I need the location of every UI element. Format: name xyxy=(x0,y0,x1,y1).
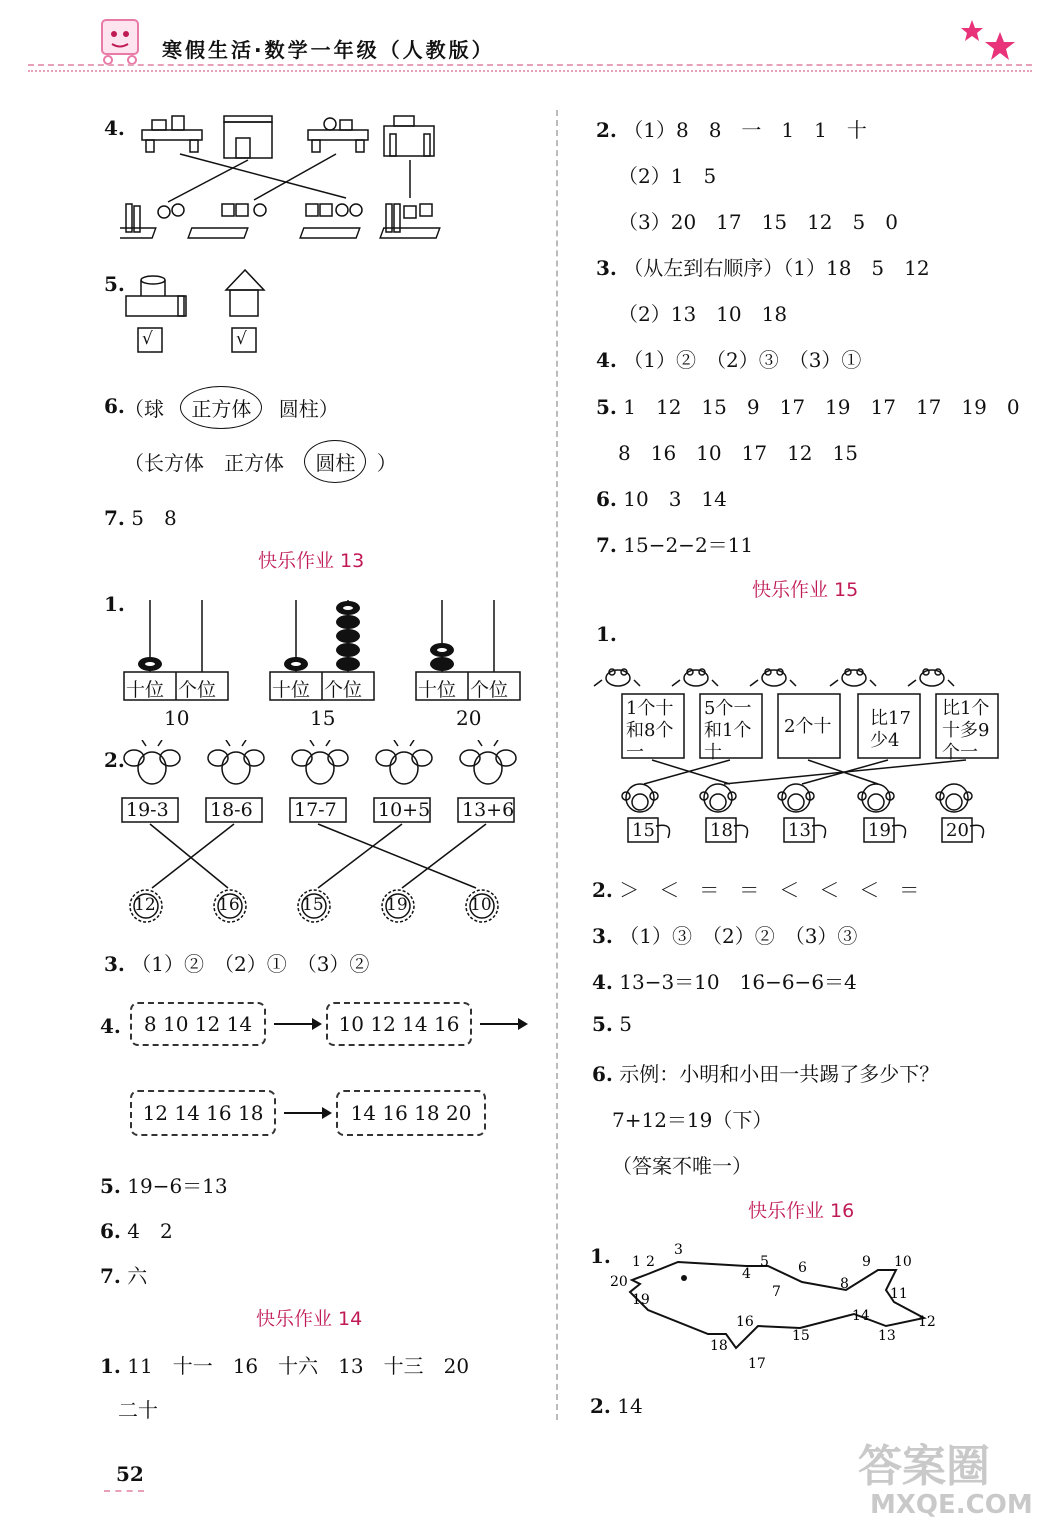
arrow-icon xyxy=(272,1014,322,1034)
q6-line2-close: ） xyxy=(376,451,397,475)
expr-5: 13+6 xyxy=(462,799,515,821)
dolphin-dot-figure xyxy=(600,1236,950,1376)
flower-answer-4: 19 xyxy=(386,895,408,915)
svg-text:15: 15 xyxy=(792,1328,810,1344)
svg-text:19: 19 xyxy=(632,1292,650,1308)
abacus-3-tens-label: 十位 xyxy=(418,679,457,701)
flower-answer-3: 15 xyxy=(302,895,324,915)
q6-line2-circled: 圆柱 xyxy=(304,440,366,483)
card-1 xyxy=(626,698,673,764)
svg-text:12: 12 xyxy=(918,1314,936,1330)
page-number: 52 xyxy=(116,1462,144,1486)
r-q2-number: 2. xyxy=(596,118,617,142)
card-3-line: 2个十 xyxy=(784,716,832,737)
monkey-number-4: 19 xyxy=(868,820,891,841)
card-1-line: 一 xyxy=(626,742,644,763)
footer-divider xyxy=(104,1490,144,1492)
hw15-q6-number: 6. xyxy=(592,1062,613,1086)
svg-text:16: 16 xyxy=(736,1314,754,1330)
svg-text:13: 13 xyxy=(878,1328,896,1344)
q7-number: 7. xyxy=(104,506,125,530)
q5-number: 5. xyxy=(104,272,125,296)
svg-text:9: 9 xyxy=(862,1254,871,1270)
card-2-line: 十 xyxy=(704,742,722,763)
hw13-q6-number: 6. xyxy=(100,1219,121,1243)
hw15-q4-number: 4. xyxy=(592,970,613,994)
monkey-number-1: 15 xyxy=(632,820,655,841)
monkey-number-3: 13 xyxy=(788,820,811,841)
svg-text:14: 14 xyxy=(852,1308,870,1324)
sequence-box-3: 12 14 16 18 xyxy=(130,1090,276,1136)
q6-line1 xyxy=(124,386,339,429)
svg-text:20: 20 xyxy=(610,1274,628,1290)
abacus-3-ones-label: 个位 xyxy=(470,679,509,701)
hw15-q3-number: 3. xyxy=(592,924,613,948)
section-title-hw13: 快乐作业 13 xyxy=(258,550,365,572)
card-2 xyxy=(704,698,751,764)
abacus-1-tens-label: 十位 xyxy=(126,679,165,701)
expr-2: 18-6 xyxy=(210,799,253,821)
monkey-number-5: 20 xyxy=(946,820,969,841)
svg-text:1: 1 xyxy=(632,1254,641,1270)
abacus-1-value: 10 xyxy=(164,706,190,730)
expr-4: 10+5 xyxy=(378,799,431,821)
abacus-2-tens-label: 十位 xyxy=(272,679,311,701)
svg-text:8: 8 xyxy=(840,1276,849,1292)
card-2-line: 5个一 xyxy=(704,698,752,719)
q5-check-2: √ xyxy=(236,329,247,349)
hw13-q2-number: 2. xyxy=(104,748,125,772)
r-q7-answer: 15−2−2＝11 xyxy=(623,533,754,557)
r-q6-answer: 10 3 14 xyxy=(623,487,727,511)
hw13-q7-answer: 六 xyxy=(127,1264,148,1288)
hw13-q3-answer: （1）② （2）① （3）② xyxy=(131,952,370,976)
r-q7-number: 7. xyxy=(596,533,617,557)
card-3 xyxy=(784,712,831,738)
abacus-2-ones-label: 个位 xyxy=(324,679,363,701)
sequence-box-4: 14 16 18 20 xyxy=(336,1090,486,1136)
card-1-line: 和8个 xyxy=(626,720,674,741)
svg-text:17: 17 xyxy=(748,1356,766,1372)
svg-text:11: 11 xyxy=(890,1286,908,1302)
svg-text:10: 10 xyxy=(894,1254,912,1270)
arrow-icon xyxy=(282,1103,332,1123)
svg-text:7: 7 xyxy=(772,1284,781,1300)
q6-number: 6. xyxy=(104,394,125,418)
flower-answer-1: 12 xyxy=(134,895,156,915)
svg-text:3: 3 xyxy=(674,1242,683,1258)
header-divider xyxy=(28,64,1032,66)
hw13-q1-number: 1. xyxy=(104,592,125,616)
hw16-q2-number: 2. xyxy=(590,1394,611,1418)
q6-line2 xyxy=(124,440,397,483)
hw15-q3-answer: （1）③ （2）② （3）③ xyxy=(619,924,858,948)
expr-3: 17-7 xyxy=(294,799,337,821)
hw16-q1-number: 1. xyxy=(590,1244,611,1268)
abacus-2-value: 15 xyxy=(310,706,336,730)
card-5 xyxy=(942,698,989,764)
r-q3-line2: （2）13 10 18 xyxy=(618,302,788,326)
header-title: 寒假生活·数学一年级（人教版） xyxy=(162,38,495,62)
q6-line1-circled: 正方体 xyxy=(180,386,262,429)
r-q2-line3: （3）20 17 15 12 5 0 xyxy=(618,210,898,234)
card-5-line: 十多9 xyxy=(942,720,990,741)
q6-line1-open: （球 xyxy=(124,397,164,421)
hw13-q4-number: 4. xyxy=(100,1014,121,1038)
r-q2-line1: （1）8 8 一 1 1 十 xyxy=(623,118,867,142)
hw15-q6-line3: （答案不唯一） xyxy=(612,1154,752,1178)
hw14-q1-number: 1. xyxy=(100,1354,121,1378)
card-4-line: 少4 xyxy=(870,730,900,751)
header-mascot-icon xyxy=(94,16,150,71)
expr-1: 19-3 xyxy=(126,799,169,821)
q5-check-1: √ xyxy=(142,329,153,349)
r-q4-answer: （1）② （2）③ （3）① xyxy=(623,348,862,372)
card-2-line: 和1个 xyxy=(704,720,752,741)
section-title-hw16: 快乐作业 16 xyxy=(748,1200,855,1222)
flower-answer-5: 10 xyxy=(470,895,492,915)
svg-text:6: 6 xyxy=(798,1260,807,1276)
section-title-hw15: 快乐作业 15 xyxy=(752,579,859,601)
arrow-icon xyxy=(478,1014,528,1034)
hw13-q5-number: 5. xyxy=(100,1174,121,1198)
hw13-q5-answer: 19−6＝13 xyxy=(127,1174,228,1198)
hw13-q3-number: 3. xyxy=(104,952,125,976)
r-q3-line1: （从左到右顺序）（1）18 5 12 xyxy=(623,256,930,280)
hw15-q5-answer: 5 xyxy=(619,1012,632,1036)
card-4-line: 比17 xyxy=(870,708,911,729)
hw15-q1-number: 1. xyxy=(596,622,617,646)
abacus-3-value: 20 xyxy=(456,706,482,730)
card-5-line: 个一 xyxy=(942,742,978,763)
hw15-q6-line1: 示例：小明和小田一共踢了多少下？ xyxy=(619,1062,940,1086)
hw15-q5-number: 5. xyxy=(592,1012,613,1036)
card-1-line: 1个十 xyxy=(626,698,674,719)
svg-text:18: 18 xyxy=(710,1338,728,1354)
r-q6-number: 6. xyxy=(596,487,617,511)
r-q4-number: 4. xyxy=(596,348,617,372)
hw15-q4-answer: 13−3＝10 16−6−6＝4 xyxy=(619,970,857,994)
q6-line1-rest: 圆柱） xyxy=(278,397,339,421)
watermark-logo: 答案圈 xyxy=(858,1441,990,1492)
sequence-box-2: 10 12 14 16 xyxy=(326,1002,472,1046)
hw16-q2-answer: 14 xyxy=(617,1394,643,1418)
watermark-url: MXQE.COM xyxy=(870,1490,1033,1520)
svg-text:2: 2 xyxy=(646,1254,655,1270)
monkey-number-2: 18 xyxy=(710,820,733,841)
sequence-box-1: 8 10 12 14 xyxy=(130,1002,266,1046)
q6-line2-open: （长方体 正方体 xyxy=(124,451,284,475)
r-q5-number: 5. xyxy=(596,395,617,419)
r-q5-line1: 1 12 15 9 17 19 17 17 19 0 xyxy=(623,395,1020,419)
hw15-q6-line2: 7+12＝19（下） xyxy=(612,1108,773,1132)
q4-match-figure xyxy=(120,112,460,252)
card-5-line: 比1个 xyxy=(942,698,990,719)
flower-answer-2: 16 xyxy=(218,895,240,915)
card-4 xyxy=(870,708,911,752)
hw13-q6-answer: 4 2 xyxy=(127,1219,173,1243)
r-q5-line2: 8 16 10 17 12 15 xyxy=(618,441,858,465)
section-title-hw14: 快乐作业 14 xyxy=(256,1308,363,1330)
r-q2-line2: （2）1 5 xyxy=(618,164,717,188)
header-divider-2 xyxy=(28,70,1032,72)
star-icon xyxy=(960,18,1020,67)
q7-answer: 5 8 xyxy=(131,506,177,530)
hw14-q1-answer: 11 十一 16 十六 13 十三 20 xyxy=(127,1354,470,1378)
r-q3-number: 3. xyxy=(596,256,617,280)
column-divider xyxy=(556,110,558,1420)
hw14-q1-answer-line2: 二十 xyxy=(118,1398,158,1422)
hw15-q2-answer: ＞ ＜ ＝ ＝ ＜ ＜ ＜ ＝ xyxy=(619,878,920,902)
svg-text:4: 4 xyxy=(742,1266,751,1282)
q4-number: 4. xyxy=(104,116,125,140)
svg-text:5: 5 xyxy=(760,1254,769,1270)
hw15-q2-number: 2. xyxy=(592,878,613,902)
abacus-1-ones-label: 个位 xyxy=(178,679,217,701)
hw13-q7-number: 7. xyxy=(100,1264,121,1288)
